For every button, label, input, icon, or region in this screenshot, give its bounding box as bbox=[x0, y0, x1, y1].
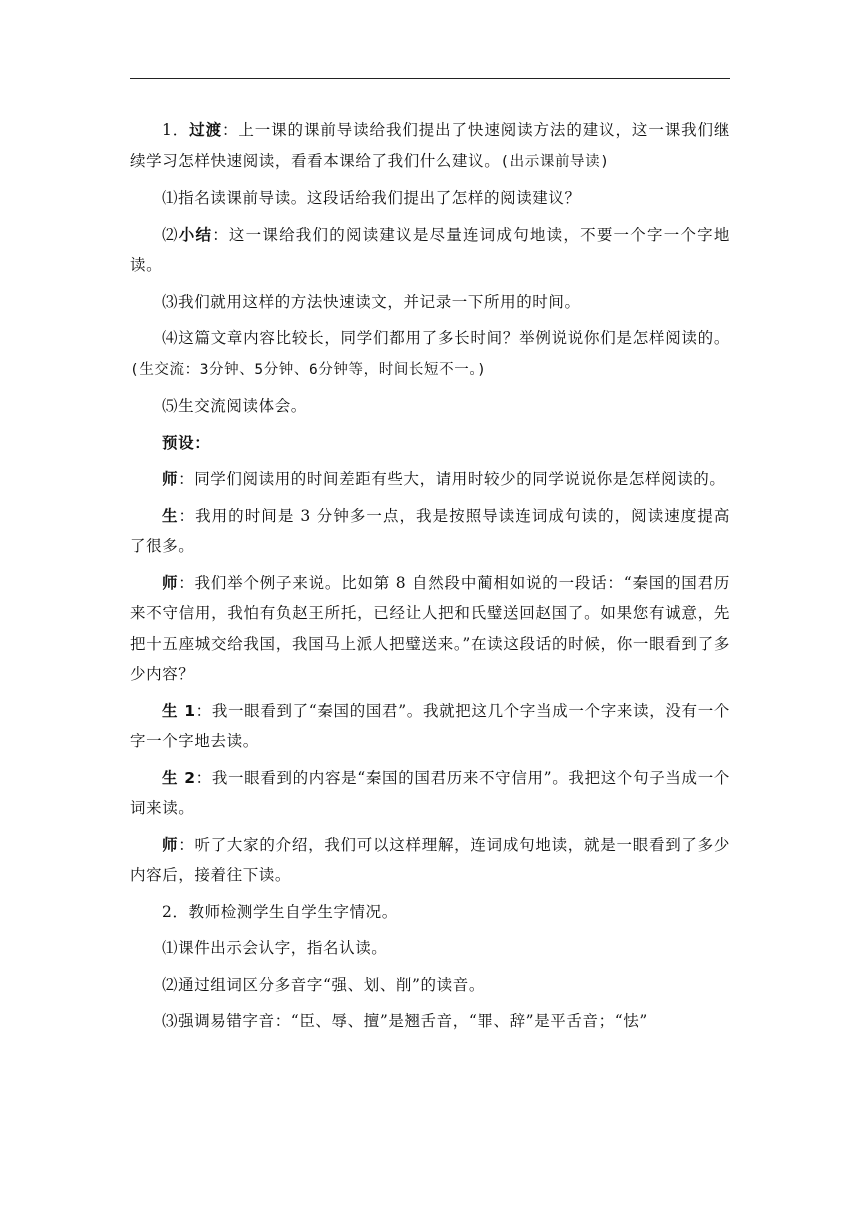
paragraph-text: 2．教师检测学生自学生字情况。 bbox=[162, 902, 398, 921]
header-rule bbox=[130, 78, 730, 79]
item-number: ⑵ bbox=[162, 225, 179, 244]
paragraph-share bbox=[130, 391, 730, 422]
paragraph-text: ⑴指名读课前导读。这段话给我们提出了怎样的阅读建议？ bbox=[162, 189, 581, 207]
paragraph-polyphones bbox=[130, 970, 730, 1001]
lead-label: 师 bbox=[162, 470, 179, 488]
paragraph-text: ⑸生交流阅读体会。 bbox=[162, 397, 307, 415]
paragraph-check-characters bbox=[130, 897, 730, 928]
paragraph-text: ：我一眼看到的内容是“秦国的国君历来不守信用”。我把这个句子当成一个词来读。 bbox=[130, 768, 730, 817]
lead-label: 生 1 bbox=[162, 701, 196, 720]
paragraph-text: ⑷这篇文章内容比较长，同学们都用了多长时间？举例说说你们是怎样阅读的。 bbox=[162, 329, 730, 347]
paragraph-read-guide bbox=[130, 183, 730, 214]
paragraph-student-2 bbox=[130, 696, 730, 757]
item-number: 1． bbox=[162, 121, 190, 139]
lead-label: 师 bbox=[162, 835, 179, 854]
paragraph-text: ⑵通过组词区分多音字“强、划、削”的读音。 bbox=[162, 975, 485, 994]
paragraph-text: ⑴课件出示会认字，指名认读。 bbox=[162, 939, 388, 957]
paragraph-teacher-2 bbox=[130, 568, 730, 690]
paragraph-pronunciation bbox=[130, 1006, 730, 1037]
paragraph-teacher-3 bbox=[130, 830, 730, 891]
lead-label: 生 bbox=[162, 506, 179, 525]
paragraph-time-used bbox=[130, 323, 730, 385]
paragraph-student-1 bbox=[130, 501, 730, 562]
paragraph-speed-read bbox=[130, 287, 730, 318]
lead-label: 预设： bbox=[162, 433, 211, 452]
paragraph-show-characters bbox=[130, 933, 730, 964]
lead-label: 过渡 bbox=[189, 121, 222, 139]
paragraph-teacher-1 bbox=[130, 464, 730, 495]
paragraph-text: ⑶我们就用这样的方法快速读文，并记录一下所用的时间。 bbox=[162, 292, 581, 311]
lead-label: 生 2 bbox=[162, 768, 196, 787]
paragraph-text: ：我一眼看到了“秦国的国君”。我就把这几个字当成一个字来读，没有一个字一个字地去读。 bbox=[130, 701, 730, 750]
paragraph-text: ：这一课给我们的阅读建议是尽量连词成句地读，不要一个字一个字地读。 bbox=[130, 225, 730, 274]
paragraph-note: (生交流：3分钟、5分钟、6分钟等，时间长短不一。) bbox=[130, 361, 487, 378]
paragraph-preset bbox=[130, 428, 730, 459]
paragraph-note: (出示课前导读) bbox=[500, 153, 610, 170]
lead-label: 小结 bbox=[178, 225, 213, 244]
lead-label: 师 bbox=[162, 573, 179, 592]
paragraph-text: ⑶强调易错字音：“臣、辱、擅”是翘舌音，“罪、辞”是平舌音；“怯” bbox=[162, 1012, 648, 1030]
document-body bbox=[130, 115, 730, 1037]
paragraph-text: ：我用的时间是 3 分钟多一点，我是按照导读连词成句读的，阅读速度提高了很多。 bbox=[130, 506, 730, 555]
paragraph-student-3 bbox=[130, 763, 730, 824]
paragraph-text: ：我们举个例子来说。比如第 8 自然段中蔺相如说的一段话：“秦国的国君历来不守信用，我怕有负赵王所托，已经让人把和氏璧送回赵国了。如果您有诚意，先把十五座城交给我国，我国马上派人把璧送来。”在读这段话的时候，你一眼看到了多少内容？ bbox=[130, 573, 730, 683]
paragraph-text: ：上一课的课前导读给我们提出了快速阅读方法的建议，这一课我们继续学习怎样快速阅读，看看本课给了我们什么建议。 bbox=[130, 121, 731, 170]
paragraph-summary bbox=[130, 220, 730, 281]
paragraph-text: ：听了大家的介绍，我们可以这样理解，连词成句地读，就是一眼看到了多少内容后，接着往下读。 bbox=[130, 835, 730, 884]
paragraph-transition bbox=[130, 115, 730, 177]
paragraph-text: ：同学们阅读用的时间差距有些大，请用时较少的同学说说你是怎样阅读的。 bbox=[178, 470, 726, 488]
